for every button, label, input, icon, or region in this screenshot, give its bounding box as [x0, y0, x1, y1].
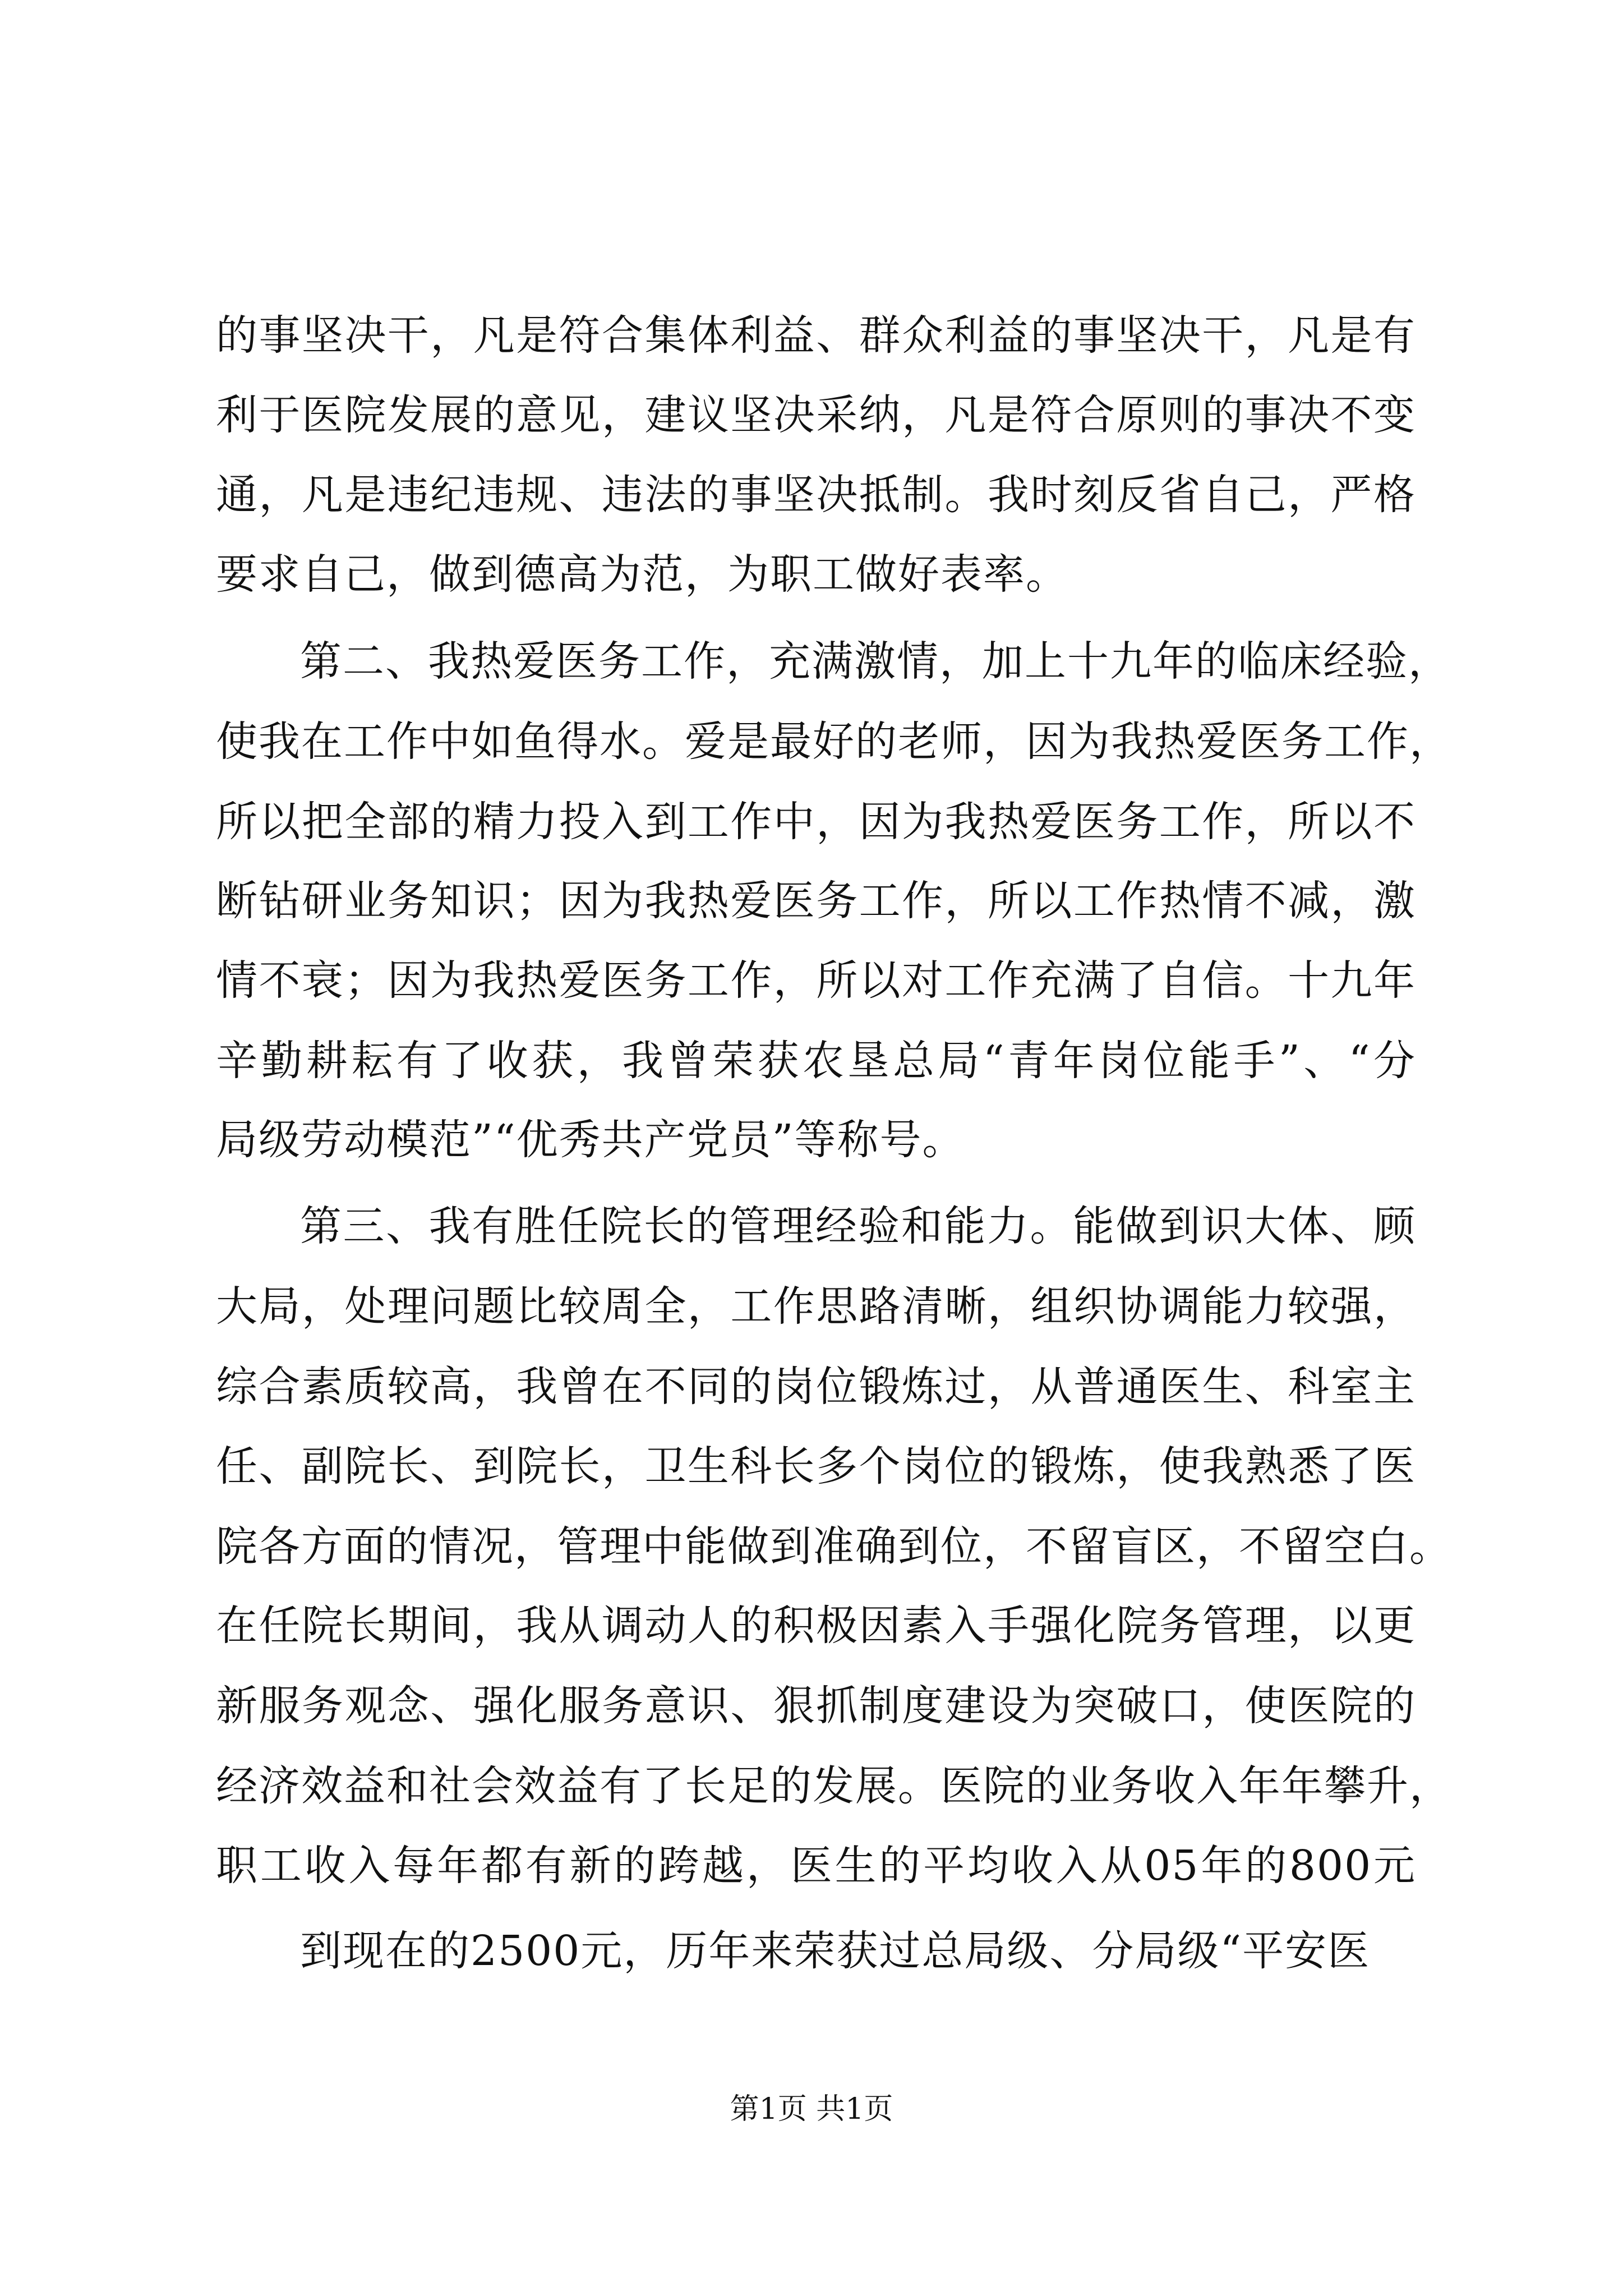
- text-line: 院各方面的情况，管理中能做到准确到位，不留盲区，不留空白。: [216, 1522, 1452, 1571]
- text-line: 局级劳动模范”“优秀共产党员”等称号。: [216, 1116, 965, 1164]
- paragraph-start-line: 第三、我有胜任院长的管理经验和能力。能做到识大体、顾: [300, 1202, 1416, 1250]
- text-line: 新服务观念、强化服务意识、狠抓制度建设为突破口，使医院的: [216, 1682, 1416, 1730]
- text-line: 通，凡是违纪违规、违法的事坚决抵制。我时刻反省自己，严格: [216, 471, 1416, 519]
- paragraph-start-line: 第二、我热爱医务工作，充满激情，加上十九年的临床经验，: [300, 637, 1451, 685]
- text-line: 使我在工作中如鱼得水。爱是最好的老师，因为我热爱医务工作，: [216, 717, 1452, 766]
- page-number-footer: 第1页 共1页: [730, 2092, 893, 2126]
- text-line: 大局，处理问题比较周全，工作思路清晰，组织协调能力较强，: [216, 1282, 1416, 1331]
- text-line: 到现在的2500元，历年来荣获过总局级、分局级“平安医: [300, 1927, 1371, 1975]
- text-line: 断钻研业务知识；因为我热爱医务工作，所以工作热情不减，激: [216, 877, 1416, 925]
- text-line: 利于医院发展的意见，建议坚决采纳，凡是符合原则的事决不变: [216, 391, 1416, 439]
- text-line: 的事坚决干，凡是符合集体利益、群众利益的事坚决干，凡是有: [216, 311, 1416, 360]
- text-line: 在任院长期间，我从调动人的积极因素入手强化院务管理，以更: [216, 1602, 1416, 1650]
- text-line: 职工收入每年都有新的跨越，医生的平均收入从05年的800元: [216, 1842, 1416, 1890]
- text-line: 所以把全部的精力投入到工作中，因为我热爱医务工作，所以不: [216, 798, 1416, 846]
- text-line: 要求自己，做到德高为范，为职工做好表率。: [216, 550, 1068, 599]
- text-line: 情不衰；因为我热爱医务工作，所以对工作充满了自信。十九年: [216, 956, 1416, 1005]
- text-line: 辛勤耕耘有了收获，我曾荣获农垦总局“青年岗位能手”、“分: [216, 1037, 1416, 1085]
- text-line: 综合素质较高，我曾在不同的岗位锻炼过，从普通医生、科室主: [216, 1363, 1416, 1411]
- text-line: 任、副院长、到院长，卫生科长多个岗位的锻炼，使我熟悉了医: [216, 1442, 1416, 1490]
- text-line: 经济效益和社会效益有了长足的发展。医院的业务收入年年攀升，: [216, 1762, 1452, 1810]
